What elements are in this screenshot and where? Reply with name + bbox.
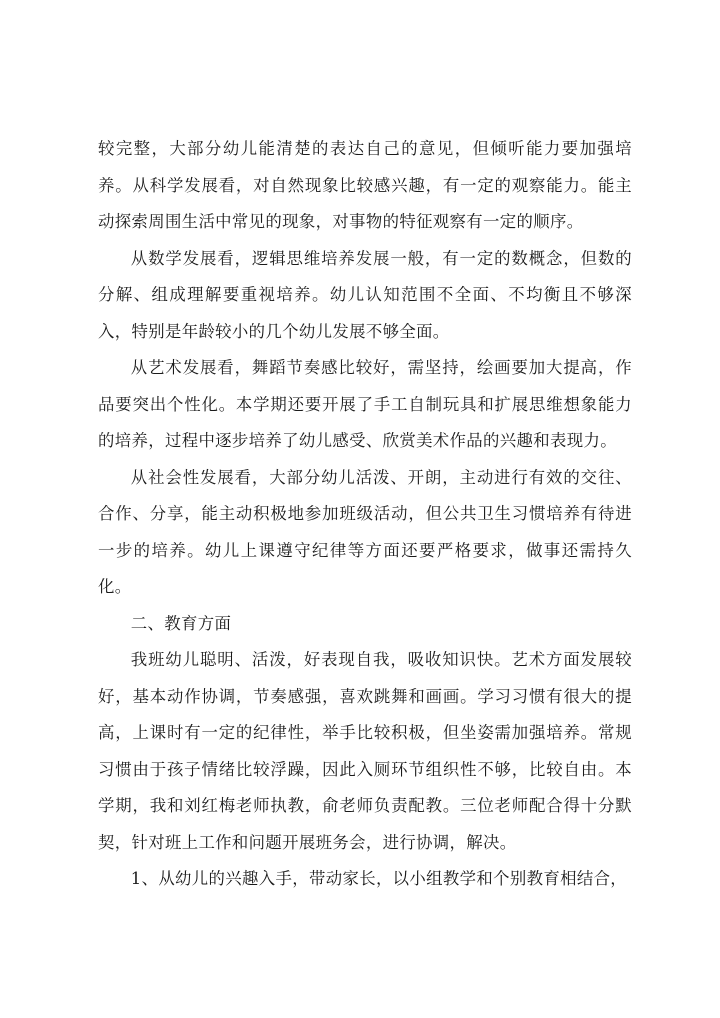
document-body xyxy=(98,131,632,898)
paragraph-education-overview: 我班幼儿聪明、活泼，好表现自我，吸收知识快。艺术方面发展较好，基本动作协调，节奏感强，喜欢跳舞和画画。学习习惯有很大的提高，上课时有一定的纪律性，举手比较积极，但坐姿需加强培养。常规习惯由于孩子情绪比较浮躁，因此入厕环节组织性不够，比较自由。本学期，我和刘红梅老师执教，俞老师负责配教。三位老师配合得十分默契，针对班上工作和问题开展班务会，进行协调，解决。 xyxy=(98,650,632,852)
paragraph-item-1: 1、从幼儿的兴趣入手，带动家长，以小组教学和个别教育相结合， xyxy=(130,869,628,888)
paragraph-science-continued: 较完整，大部分幼儿能清楚的表达自己的意见，但倾听能力要加强培养。从科学发展看，对自然现象比较感兴趣，有一定的观察能力。能主动探索周围生活中常见的现象，对事物的特征观察有一定的顺序。 xyxy=(98,139,632,231)
paragraph-social-development: 从社会性发展看，大部分幼儿活泼、开朗，主动进行有效的交往、合作、分享，能主动积极地参加班级活动，但公共卫生习惯培养有待进一步的培养。幼儿上课遵守纪律等方面还要严格要求，做事还需持久化。 xyxy=(98,467,632,596)
paragraph-math-development: 从数学发展看，逻辑思维培养发展一般，有一定的数概念，但数的分解、组成理解要重视培养。幼儿认知范围不全面、不均衡且不够深入，特别是年龄较小的几个幼儿发展不够全面。 xyxy=(98,248,632,341)
section-heading-education: 二、教育方面 xyxy=(130,613,232,633)
paragraph-art-development: 从艺术发展看，舞蹈节奏感比较好，需坚持，绘画要加大提高，作品要突出个性化。本学期还要开展了手工自制玩具和扩展思维想象能力的培养，过程中逐步培养了幼儿感受、欣赏美术作品的兴趣和表现力。 xyxy=(98,358,632,450)
